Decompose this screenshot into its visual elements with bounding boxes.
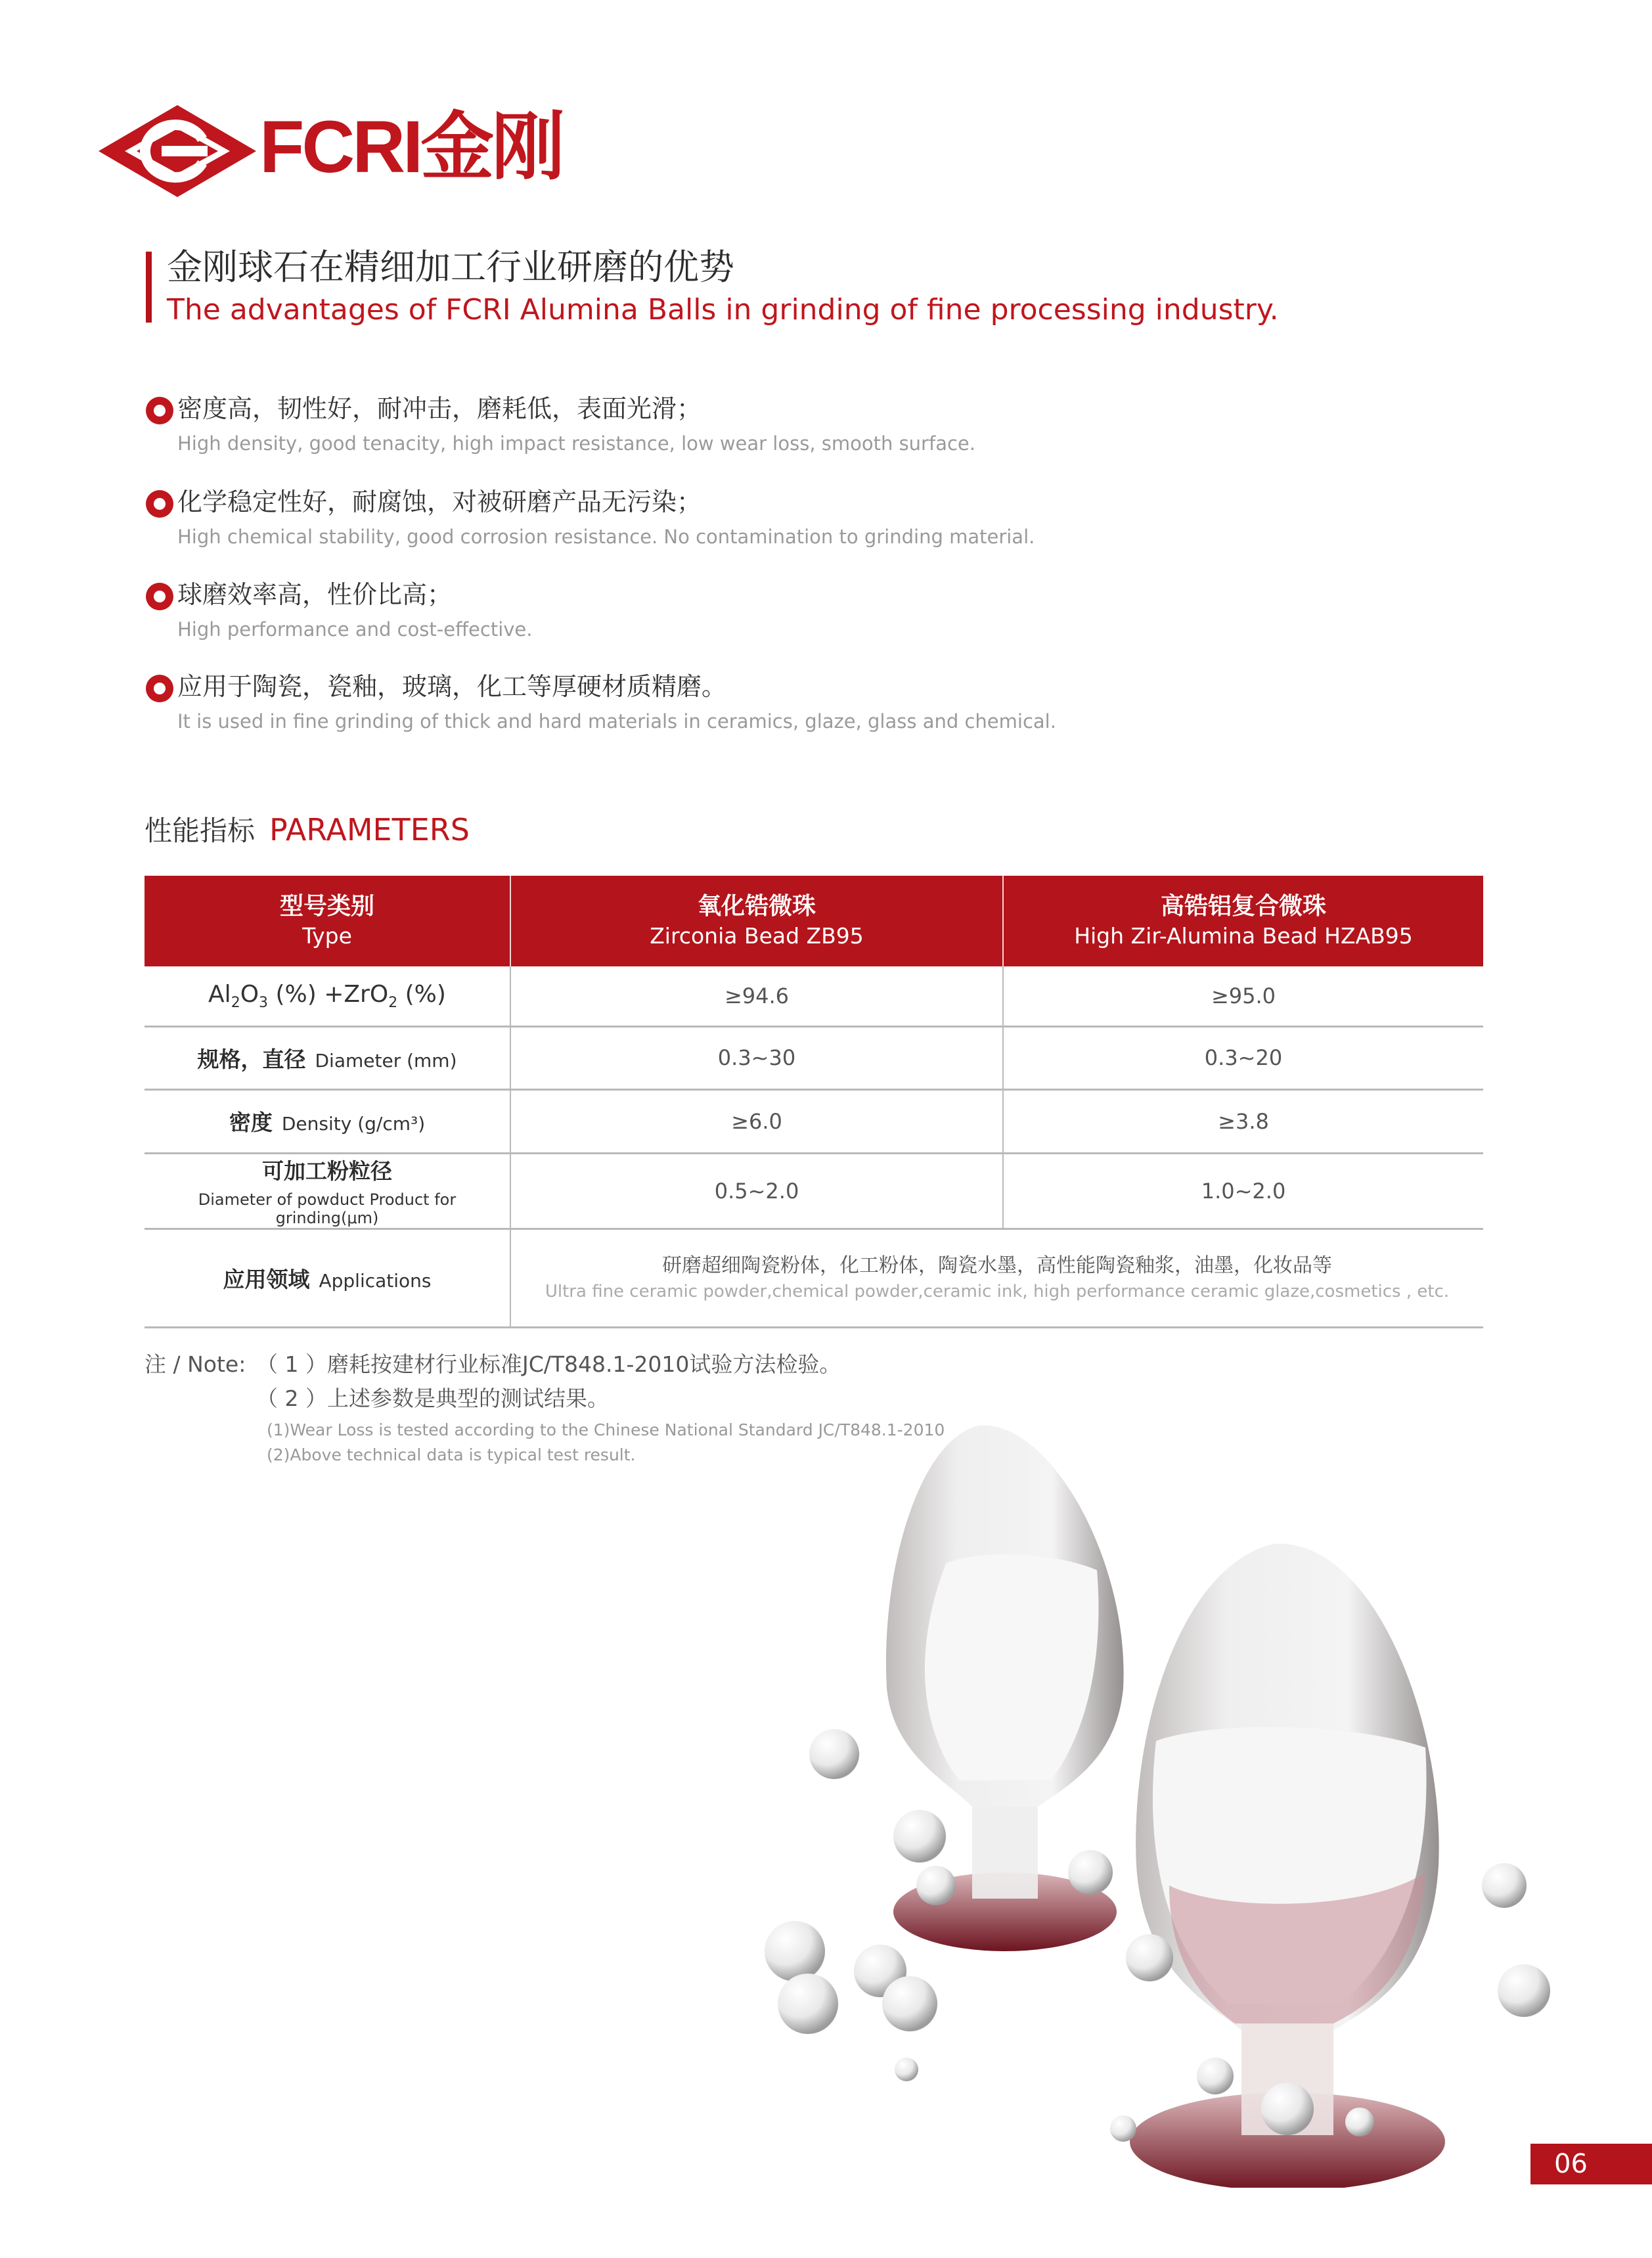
bullet-icon (146, 675, 173, 702)
bullet-icon (146, 490, 173, 518)
table-header-row (145, 876, 1483, 966)
parameters-title (145, 812, 470, 847)
cell-value: ≥94.6 (510, 966, 1003, 1026)
bullet-icon (146, 583, 173, 610)
page-number: 06 (1530, 2144, 1652, 2184)
heading-accent-bar (146, 252, 152, 323)
cell-value: 0.3~20 (1003, 1026, 1483, 1089)
parameters-title-cn: 性能指标 (145, 815, 256, 847)
header-zb95: 氧化锆微珠 Zirconia Bead ZB95 (510, 876, 1003, 966)
feature-en: High chemical stability, good corrosion resistance. No contamination to grinding material. (177, 526, 1035, 548)
cell-applications: 研磨超细陶瓷粉体，化工粉体，陶瓷水墨，高性能陶瓷釉浆，油墨，化妆品等 Ultra fine ceramic powder,chemical powder,ceramic ink, high performance ceramic glaze,cosmetics , etc. (510, 1229, 1483, 1327)
table-row (145, 1153, 1483, 1229)
product-photo (578, 1412, 1603, 2188)
row-label-diameter: 规格，直径 Diameter (mm) (145, 1026, 510, 1089)
note-en-1: (1)Wear Loss is tested according to the Chinese National Standard JC/T848.1-2010 (267, 1420, 945, 1439)
table-row (145, 1026, 1483, 1089)
table-row (145, 1089, 1483, 1153)
parameters-table (145, 876, 1483, 1328)
cell-value: 0.3~30 (510, 1026, 1003, 1089)
note-en-2: (2)Above technical data is typical test result. (267, 1445, 636, 1464)
note-prefix: 注 / Note: (145, 1351, 246, 1377)
table-row (145, 966, 1483, 1026)
cell-value: 0.5~2.0 (510, 1153, 1003, 1229)
row-label-composition: $Al_2O_3$ (%) +ZrO$_2$ (%) (145, 966, 510, 1026)
feature-en: High performance and cost-effective. (177, 618, 533, 641)
page-title-cn: 金刚球石在精细加工行业研磨的优势 (167, 246, 734, 288)
feature-cn: 密度高，韧性好，耐冲击，磨耗低，表面光滑； (177, 394, 702, 423)
logo-text: FCRI金刚 (259, 106, 563, 188)
note-cn-1: （ 1 ）磨耗按建材行业标准JC/T848.1-2010试验方法检验。 (256, 1351, 841, 1377)
cell-value: 1.0~2.0 (1003, 1153, 1483, 1229)
bullet-icon (146, 397, 173, 424)
header-hzab95: 高锆铝复合微珠 High Zir-Alumina Bead HZAB95 (1003, 876, 1483, 966)
row-label-density: 密度 Density (g/cm³) (145, 1089, 510, 1153)
cell-value: ≥3.8 (1003, 1089, 1483, 1153)
feature-en: High density, good tenacity, high impact resistance, low wear loss, smooth surface. (177, 432, 975, 455)
page-title-en: The advantages of FCRI Alumina Balls in grinding of fine processing industry. (167, 293, 1279, 327)
note-cn-2: （ 2 ）上述参数是典型的测试结果。 (256, 1386, 609, 1411)
feature-en: It is used in fine grinding of thick and hard materials in ceramics, glaze, glass and chemical. (177, 710, 1056, 733)
cell-value: ≥6.0 (510, 1089, 1003, 1153)
parameters-title-en: PARAMETERS (269, 812, 470, 847)
feature-cn: 应用于陶瓷，瓷釉，玻璃，化工等厚硬材质精磨。 (177, 672, 727, 701)
cell-value: ≥95.0 (1003, 966, 1483, 1026)
feature-cn: 球磨效率高，性价比高； (177, 580, 453, 609)
row-label-powder: 可加工粉粒径 Diameter of powduct Product for grinding(μm) (145, 1153, 510, 1229)
table-row (145, 1229, 1483, 1327)
row-label-applications: 应用领域 Applications (145, 1229, 510, 1327)
header-type: 型号类别 Type (145, 876, 510, 966)
feature-cn: 化学稳定性好，耐腐蚀，对被研磨产品无污染； (177, 487, 702, 516)
